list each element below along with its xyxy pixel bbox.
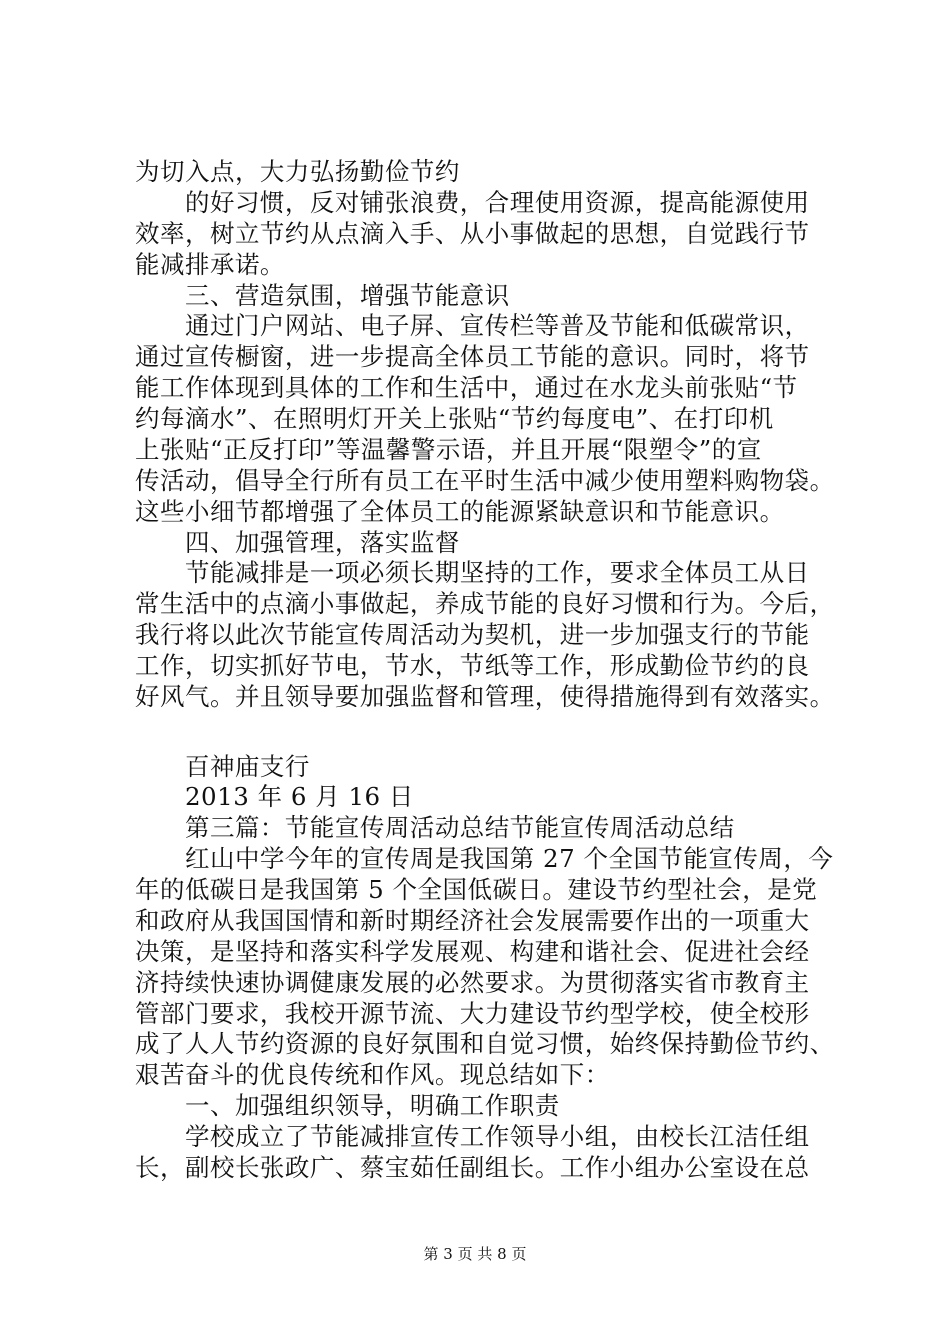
signature-org: 百神庙支行	[135, 752, 310, 781]
text-line: 通过门户网站、电子屏、宣传栏等普及节能和低碳常识，	[135, 311, 810, 340]
text-line: 年的低碳日是我国第 5 个全国低碳日。建设节约型社会，是党	[135, 875, 818, 904]
text-line: 节能减排是一项必须长期坚持的工作，要求全体员工从日	[135, 558, 810, 587]
text-line: 能减排承诺。	[135, 250, 285, 279]
text-line: 好风气。并且领导要加强监督和管理，使得措施得到有效落实。	[135, 682, 835, 711]
section-title: 第三篇：节能宣传周活动总结节能宣传周活动总结	[135, 813, 735, 842]
text-line: 通过宣传橱窗，进一步提高全体员工节能的意识。同时，将节	[135, 342, 810, 371]
text-line: 和政府从我国国情和新时期经济社会发展需要作出的一项重大	[135, 906, 810, 935]
text-line: 我行将以此次节能宣传周活动为契机，进一步加强支行的节能	[135, 620, 810, 649]
text-line: 长，副校长张政广、蔡宝茹任副组长。工作小组办公室设在总	[135, 1153, 810, 1182]
text-line: 约每滴水”、在照明灯开关上张贴“节约每度电”、在打印机	[135, 404, 774, 433]
signature-date: 2013 年 6 月 16 日	[135, 782, 414, 811]
section-heading: 三、营造氛围，增强节能意识	[135, 281, 510, 310]
text-line: 工作，切实抓好节电，节水，节纸等工作，形成勤俭节约的良	[135, 651, 810, 680]
section-heading: 一、加强组织领导，明确工作职责	[135, 1091, 560, 1120]
text-line: 传活动，倡导全行所有员工在平时生活中减少使用塑料购物袋。	[135, 466, 835, 495]
section-heading: 四、加强管理，落实监督	[135, 528, 460, 557]
text-line: 成了人人节约资源的良好氛围和自觉习惯，始终保持勤俭节约、	[135, 1029, 835, 1058]
text-line: 这些小细节都增强了全体员工的能源紧缺意识和节能意识。	[135, 497, 785, 526]
text-line: 学校成立了节能减排宣传工作领导小组，由校长江洁任组	[135, 1122, 810, 1151]
page-footer: 第 3 页 共 8 页	[423, 1245, 527, 1263]
text-line: 效率，树立节约从点滴入手、从小事做起的思想，自觉践行节	[135, 219, 810, 248]
text-line: 的好习惯，反对铺张浪费，合理使用资源，提高能源使用	[135, 188, 810, 217]
text-line: 能工作体现到具体的工作和生活中，通过在水龙头前张贴“节	[135, 373, 798, 402]
text-line: 管部门要求，我校开源节流、大力建设节约型学校，使全校形	[135, 999, 810, 1028]
text-line: 红山中学今年的宣传周是我国第 27 个全国节能宣传周，今	[135, 844, 834, 873]
text-line: 上张贴“正反打印”等温馨警示语，并且开展“限塑令”的宣	[135, 435, 762, 464]
text-line: 常生活中的点滴小事做起，养成节能的良好习惯和行为。今后，	[135, 589, 835, 618]
text-line: 为切入点，大力弘扬勤俭节约	[135, 157, 460, 186]
text-line: 艰苦奋斗的优良传统和作风。现总结如下：	[135, 1060, 610, 1089]
text-line: 济持续快速协调健康发展的必然要求。为贯彻落实省市教育主	[135, 968, 810, 997]
text-line: 决策，是坚持和落实科学发展观、构建和谐社会、促进社会经	[135, 937, 810, 966]
